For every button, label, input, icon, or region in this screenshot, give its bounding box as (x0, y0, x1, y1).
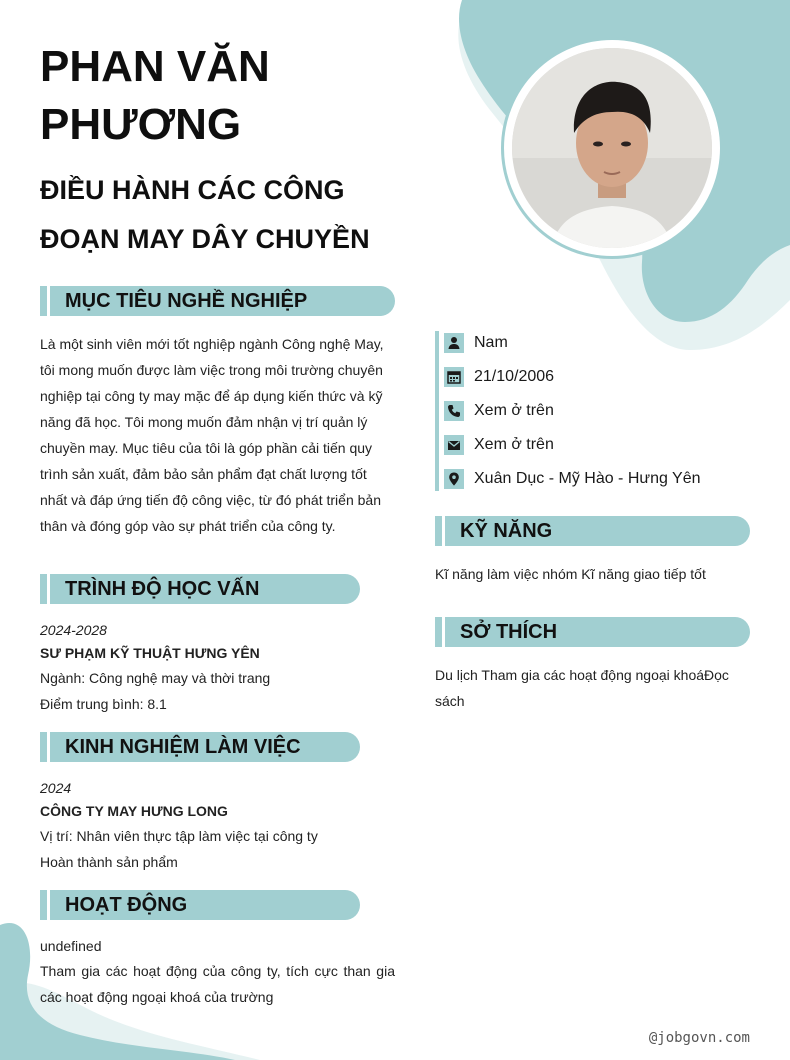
watermark: @jobgovn.com (648, 1030, 750, 1046)
objective-heading (40, 286, 395, 316)
education-heading-label: TRÌNH ĐỘ HỌC VẤN (65, 578, 260, 600)
skills-text: Kĩ năng làm việc nhóm Kĩ năng giao tiếp tốt (435, 566, 706, 582)
experience-period: 2024 (40, 780, 72, 796)
phone-icon (446, 403, 462, 419)
location-pin-icon (446, 471, 462, 487)
avatar (512, 48, 712, 248)
hobbies-heading-label: SỞ THÍCH (460, 621, 558, 643)
education-gpa: Điểm trung bình: 8.1 (40, 696, 167, 712)
job-title: ĐIỀU HÀNH CÁC CÔNG ĐOẠN MAY DÂY CHUYỀN (40, 175, 370, 254)
mail-icon (446, 437, 462, 453)
activities-heading (40, 890, 360, 920)
contact-phone-text: Xem ở trên (474, 402, 554, 419)
contact-gender-text: Nam (474, 334, 508, 351)
hobbies-text: Du lịch Tham gia các hoạt động ngoại khoáĐọc sách (435, 667, 729, 709)
person-icon (446, 335, 462, 351)
education-period: 2024-2028 (40, 622, 107, 638)
candidate-name: PHAN VĂN PHƯƠNG (40, 42, 270, 149)
experience-heading (40, 732, 360, 762)
experience-heading-label: KINH NGHIỆM LÀM VIỆC (65, 736, 301, 758)
calendar-icon (446, 369, 462, 385)
contact-divider (435, 331, 439, 491)
education-heading (40, 574, 360, 604)
objective-text: Là một sinh viên mới tốt nghiệp ngành Công nghệ May, tôi mong muốn được làm việc trong môi trường chuyên nghiệp tại công ty may mặc để áp dụng kiến thức và kỹ năng đã học. Tôi mong muốn đảm nhận vị trí quản lý chuyền may. Mục tiêu của tôi là góp phần cải tiến quy trình sản xuất, đảm bảo sản phẩm đạt chất lượng tốt nhất và đáp ứng tiến độ công việc, từ đó phát triển bản thân và đóng góp vào sự phát triển của công ty. (40, 336, 384, 534)
skills-heading-label: KỸ NĂNG (460, 520, 553, 542)
skills-heading (435, 516, 750, 546)
experience-company: CÔNG TY MAY HƯNG LONG (40, 803, 228, 819)
activities-line1: undefined (40, 938, 102, 954)
experience-result: Hoàn thành sản phẩm (40, 854, 178, 870)
activities-text: Tham gia các hoạt động của công ty, tích cực than gia các hoạt động ngoại khoá của trường (40, 963, 395, 1005)
objective-heading-label: MỤC TIÊU NGHỀ NGHIỆP (65, 290, 308, 312)
hobbies-heading (435, 617, 750, 647)
contact-address-text: Xuân Dục - Mỹ Hào - Hưng Yên (474, 470, 701, 487)
contact-email-text: Xem ở trên (474, 436, 554, 453)
experience-position: Vị trí: Nhân viên thực tập làm việc tại công ty (40, 828, 318, 844)
activities-heading-label: HOẠT ĐỘNG (65, 894, 188, 916)
education-school: SƯ PHẠM KỸ THUẬT HƯNG YÊN (40, 645, 260, 661)
education-major: Ngành: Công nghệ may và thời trang (40, 670, 271, 686)
contact-birthday-text: 21/10/2006 (474, 368, 555, 385)
